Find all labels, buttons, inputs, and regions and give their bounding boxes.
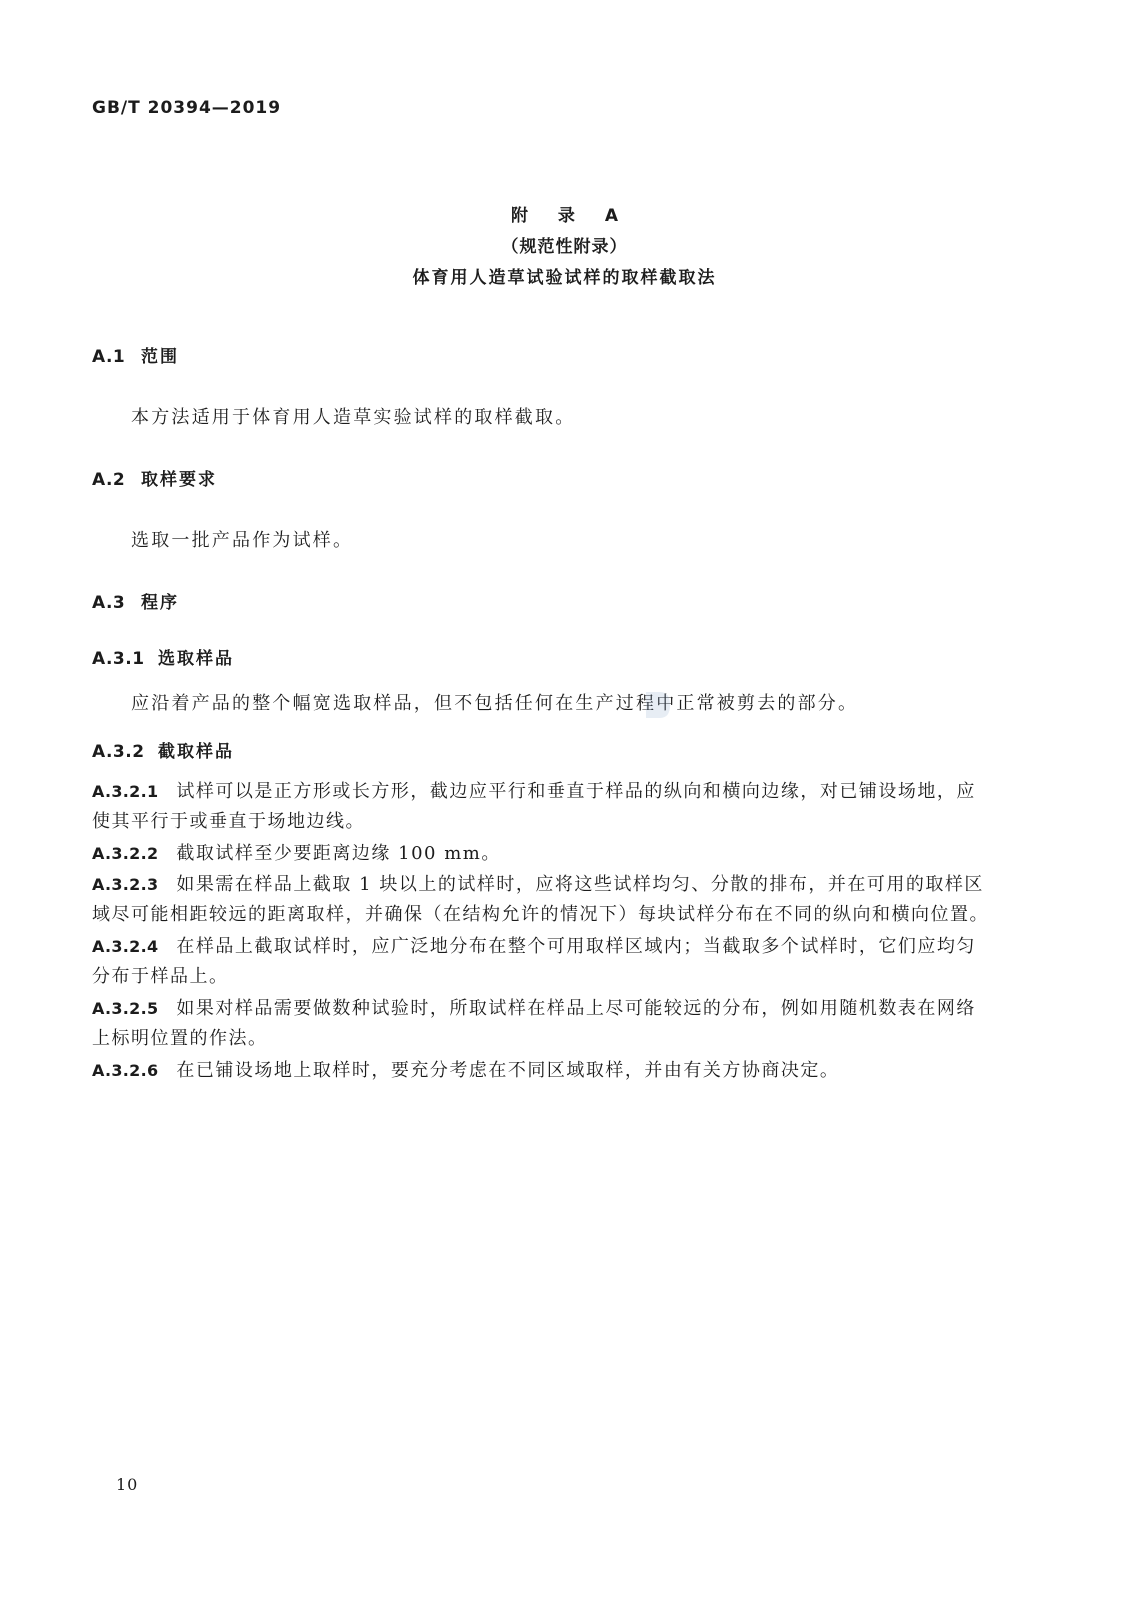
section-heading-a2 [92, 465, 217, 490]
clause-text: 如果对样品需要做数种试验时，所取试样在样品上尽可能较远的分布，例如用随机数表在网络上标明位置的作法。 [92, 998, 976, 1049]
clause-text: 如果需在样品上截取 1 块以上的试样时，应将这些试样均匀、分散的排布，并在可用的取样区域尽可能相距较远的距离取样，并确保（在结构允许的情况下）每块试样分布在不同的纵向和横向位置。 [92, 874, 989, 925]
clause-text: 截取试样至少要距离边缘 100 mm。 [176, 843, 501, 864]
clause-text: 在已铺设场地上取样时，要充分考虑在不同区域取样，并由有关方协商决定。 [176, 1060, 840, 1081]
subsection-body-a31: 应沿着产品的整个幅宽选取样品，但不包括任何在生产过程中正常被剪去的部分。 [131, 693, 859, 714]
section-body-a2: 选取一批产品作为试样。 [131, 530, 354, 551]
subsection-heading-a31 [92, 644, 234, 669]
clause-number: A.3.2.2 [92, 844, 159, 863]
clause-a3222 [92, 839, 992, 869]
annex-label: 附 录 A [511, 206, 630, 226]
clause-text: 试样可以是正方形或长方形，截边应平行和垂直于样品的纵向和横向边缘，对已铺设场地，应使其平行于或垂直于场地边线。 [92, 781, 976, 832]
clause-a3223 [92, 870, 992, 930]
page-number: 10 [116, 1475, 139, 1494]
subsection-number: A.3.2 [92, 742, 145, 762]
clause-a3221 [92, 777, 992, 837]
clause-a3226 [92, 1056, 992, 1086]
clause-a3225 [92, 994, 992, 1054]
clause-a3224 [92, 932, 992, 992]
standard-number: GB/T 20394—2019 [92, 98, 282, 118]
section-number: A.3 [92, 593, 126, 613]
watermark-icon [640, 688, 674, 722]
clause-text: 在样品上截取试样时，应广泛地分布在整个可用取样区域内；当截取多个试样时，它们应均匀分布于样品上。 [92, 936, 976, 987]
subsection-number: A.3.1 [92, 649, 145, 669]
subsection-title: 截取样品 [158, 742, 234, 762]
subsection-title: 选取样品 [158, 649, 234, 669]
clause-number: A.3.2.6 [92, 1061, 159, 1080]
section-title: 范围 [141, 347, 179, 367]
clause-number: A.3.2.3 [92, 875, 159, 894]
clause-number: A.3.2.1 [92, 782, 159, 801]
clause-number: A.3.2.5 [92, 999, 159, 1018]
annex-type: （规范性附录） [501, 237, 628, 257]
section-heading-a3 [92, 588, 179, 613]
section-body-a1: 本方法适用于体育用人造草实验试样的取样截取。 [131, 407, 576, 428]
section-heading-a1 [92, 342, 179, 367]
section-number: A.2 [92, 470, 126, 490]
clause-number: A.3.2.4 [92, 937, 159, 956]
annex-title: 体育用人造草试验试样的取样截取法 [412, 268, 717, 288]
subsection-heading-a32 [92, 737, 234, 762]
section-title: 程序 [141, 593, 179, 613]
section-title: 取样要求 [141, 470, 217, 490]
section-number: A.1 [92, 347, 126, 367]
